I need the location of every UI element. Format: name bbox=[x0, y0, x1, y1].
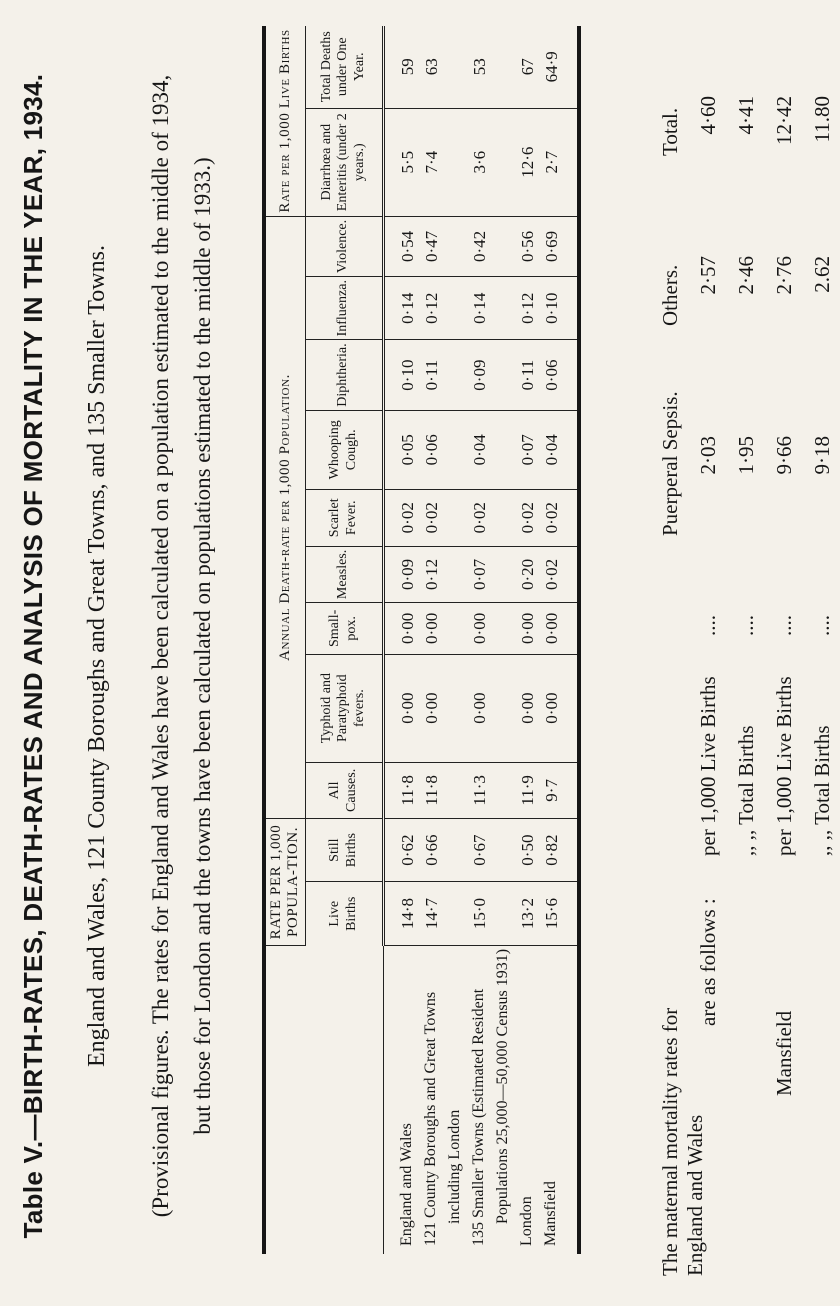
table-cell: 0·14 bbox=[469, 277, 493, 340]
table-cell: 11·8 bbox=[397, 762, 421, 818]
leader-dots: .... bbox=[696, 615, 720, 636]
leader-dots: .... bbox=[734, 615, 758, 636]
col-all-causes: All Causes. bbox=[305, 762, 383, 818]
table-cell: 0·10 bbox=[397, 340, 421, 410]
table-cell: 7·4 bbox=[421, 108, 445, 216]
table-cell: 0·07 bbox=[517, 410, 541, 489]
col-small-pox: Small-pox. bbox=[305, 603, 383, 654]
maternal-intro: The maternal mortality rates for England and Wales bbox=[658, 1007, 707, 1276]
table-cell: 0·07 bbox=[469, 546, 493, 602]
maternal-intro-2: are as follows : bbox=[696, 898, 720, 1026]
table-cell: 59 bbox=[397, 26, 421, 108]
row-label: Populations 25,000—50,000 Census 1931) bbox=[493, 948, 511, 1224]
table-row bbox=[469, 26, 493, 1254]
table-row bbox=[493, 26, 517, 1254]
table-cell: 0·00 bbox=[421, 654, 445, 762]
row-label: London bbox=[517, 1196, 535, 1246]
leader-dots: .... bbox=[772, 615, 796, 636]
row-label: England and Wales bbox=[397, 1123, 415, 1246]
value-puerperal-sepsis: 2·03 bbox=[696, 436, 720, 475]
table-cell: 15·0 bbox=[469, 882, 493, 946]
table-cell: 0·00 bbox=[469, 603, 493, 654]
table-cell: 11·9 bbox=[517, 762, 541, 818]
table-cell: 0·00 bbox=[397, 603, 421, 654]
value-puerperal-sepsis: 9·18 bbox=[810, 436, 834, 475]
col-total-deaths-under-one: Total Deaths under One Year. bbox=[305, 26, 383, 108]
row-label: Mansfield bbox=[541, 1181, 559, 1246]
table-cell: 0·82 bbox=[541, 819, 565, 882]
table-cell: 14·8 bbox=[397, 882, 421, 946]
col-typhoid: Typhoid and Paratyphoid fevers. bbox=[305, 654, 383, 762]
col-still-births: Still Births bbox=[305, 819, 383, 882]
table-cell: 67 bbox=[517, 26, 541, 108]
value-others: 2.62 bbox=[810, 256, 834, 293]
table-cell: 0·04 bbox=[469, 410, 493, 489]
table-cell: 0·67 bbox=[469, 819, 493, 882]
table-cell: 0·02 bbox=[469, 489, 493, 546]
table-cell: 0·09 bbox=[469, 340, 493, 410]
col-diarrhoea: Diarrhœa and Enteritis (under 2 years.) bbox=[305, 108, 383, 216]
header-total: Total. bbox=[658, 107, 682, 156]
table-cell: 0·00 bbox=[517, 603, 541, 654]
table-cell: 53 bbox=[469, 26, 493, 108]
table-cell: 0·42 bbox=[469, 216, 493, 276]
table-cell: 2·7 bbox=[541, 108, 565, 216]
table-cell: 64·9 bbox=[541, 26, 565, 108]
value-others: 2·46 bbox=[734, 256, 758, 295]
table-cell: 0·62 bbox=[397, 819, 421, 882]
table-cell: 0·11 bbox=[517, 340, 541, 410]
value-total: 12·42 bbox=[772, 96, 796, 145]
group-header-annual-death-rate: Annual Death-rate per 1,000 Population. bbox=[264, 216, 305, 818]
row-label: including London bbox=[445, 1109, 463, 1224]
value-total: 4·41 bbox=[734, 96, 758, 135]
header-others: Others. bbox=[658, 264, 682, 326]
maternal-row bbox=[810, 26, 840, 1276]
table-cell: 9·7 bbox=[541, 762, 565, 818]
table-cell: 0·02 bbox=[397, 489, 421, 546]
mortality-table bbox=[262, 26, 581, 1254]
col-influenza: Influenza. bbox=[305, 277, 383, 340]
value-total: 4·60 bbox=[696, 96, 720, 135]
maternal-row bbox=[772, 26, 802, 1276]
leader-dots: .... bbox=[810, 615, 834, 636]
table-row bbox=[421, 26, 445, 1254]
maternal-area: Mansfield bbox=[772, 1010, 796, 1096]
col-scarlet-fever: Scarlet Fever. bbox=[305, 489, 383, 546]
area-header bbox=[264, 945, 383, 1254]
table-cell: 12·6 bbox=[517, 108, 541, 216]
value-puerperal-sepsis: 9·66 bbox=[772, 436, 796, 475]
table-cell: 5·5 bbox=[397, 108, 421, 216]
col-measles: Measles. bbox=[305, 546, 383, 602]
page-title: Table V.—BIRTH-RATES, DEATH-RATES AND ANALYSIS OF MORTALITY IN THE YEAR, 1934. bbox=[18, 73, 48, 1239]
value-others: 2·57 bbox=[696, 256, 720, 295]
table-cell: 0·00 bbox=[541, 603, 565, 654]
group-header-rate-population: RATE PER 1,000 POPULA-TION. bbox=[264, 819, 305, 946]
maternal-basis: ,, ,, Total Births bbox=[734, 725, 758, 856]
table-cell: 0·69 bbox=[541, 216, 565, 276]
value-puerperal-sepsis: 1·95 bbox=[734, 436, 758, 475]
table-cell: 0·00 bbox=[397, 654, 421, 762]
table-cell: 0·02 bbox=[541, 546, 565, 602]
table-cell: 0·02 bbox=[541, 489, 565, 546]
table-cell: 63 bbox=[421, 26, 445, 108]
table-cell: 0·10 bbox=[541, 277, 565, 340]
table-cell: 0·06 bbox=[421, 410, 445, 489]
table-cell: 0·00 bbox=[421, 603, 445, 654]
maternal-row bbox=[696, 26, 726, 1276]
table-cell: 15·6 bbox=[541, 882, 565, 946]
table-cell: 0·12 bbox=[421, 277, 445, 340]
table-cell: 0·06 bbox=[541, 340, 565, 410]
table-cell: 0·02 bbox=[517, 489, 541, 546]
table-cell: 0·02 bbox=[421, 489, 445, 546]
maternal-basis: ,, ,, Total Births bbox=[810, 725, 834, 856]
table-cell: 0·12 bbox=[517, 277, 541, 340]
table-cell: 0·00 bbox=[541, 654, 565, 762]
table-cell: 0·04 bbox=[541, 410, 565, 489]
col-whooping-cough: Whooping Cough. bbox=[305, 410, 383, 489]
value-others: 2·76 bbox=[772, 256, 796, 295]
col-live-births: Live Births bbox=[305, 882, 383, 946]
value-total: 11.80 bbox=[810, 96, 834, 143]
table-cell: 11·3 bbox=[469, 762, 493, 818]
table-cell: 0·12 bbox=[421, 546, 445, 602]
page-subtitle: England and Wales, 121 County Boroughs and Great Towns, and 135 Smaller Towns. bbox=[84, 245, 110, 1067]
table-cell: 13·2 bbox=[517, 882, 541, 946]
col-violence: Violence. bbox=[305, 216, 383, 276]
table-cell: 0·54 bbox=[397, 216, 421, 276]
table-cell: 0·14 bbox=[397, 277, 421, 340]
group-header-rate-live-births: Rate per 1,000 Live Births bbox=[264, 26, 305, 216]
table-cell: 0·50 bbox=[517, 819, 541, 882]
provisional-note-line-2: but those for London and the towns have been calculated on populations estimated to the middle of 1933.) bbox=[190, 157, 215, 1135]
table-row bbox=[397, 26, 421, 1254]
table-cell: 11·8 bbox=[421, 762, 445, 818]
table-cell: 0·00 bbox=[469, 654, 493, 762]
table-cell: 0·11 bbox=[421, 340, 445, 410]
maternal-basis: per 1,000 Live Births bbox=[696, 676, 720, 856]
table-cell: 0·66 bbox=[421, 819, 445, 882]
table-cell: 0·00 bbox=[517, 654, 541, 762]
table-cell: 14·7 bbox=[421, 882, 445, 946]
table-cell: 0·56 bbox=[517, 216, 541, 276]
maternal-row bbox=[734, 26, 764, 1276]
table-row bbox=[517, 26, 541, 1254]
table-cell: 0·09 bbox=[397, 546, 421, 602]
table-row bbox=[541, 26, 565, 1254]
row-label: 135 Smaller Towns (Estimated Resident bbox=[469, 988, 487, 1246]
col-diphtheria: Diphtheria. bbox=[305, 340, 383, 410]
table-cell: 3·6 bbox=[469, 108, 493, 216]
table-cell: 0·47 bbox=[421, 216, 445, 276]
provisional-note-line-1: (Provisional figures. The rates for England and Wales have been calculated on a population estimated to the middle of 1934, bbox=[148, 74, 173, 1218]
header-puerperal-sepsis: Puerperal Sepsis. bbox=[658, 391, 682, 536]
table-cell: 0·05 bbox=[397, 410, 421, 489]
table-cell: 0·20 bbox=[517, 546, 541, 602]
table-row bbox=[445, 26, 469, 1254]
row-label: 121 County Boroughs and Great Towns bbox=[421, 991, 439, 1246]
maternal-basis: per 1,000 Live Births bbox=[772, 676, 796, 856]
